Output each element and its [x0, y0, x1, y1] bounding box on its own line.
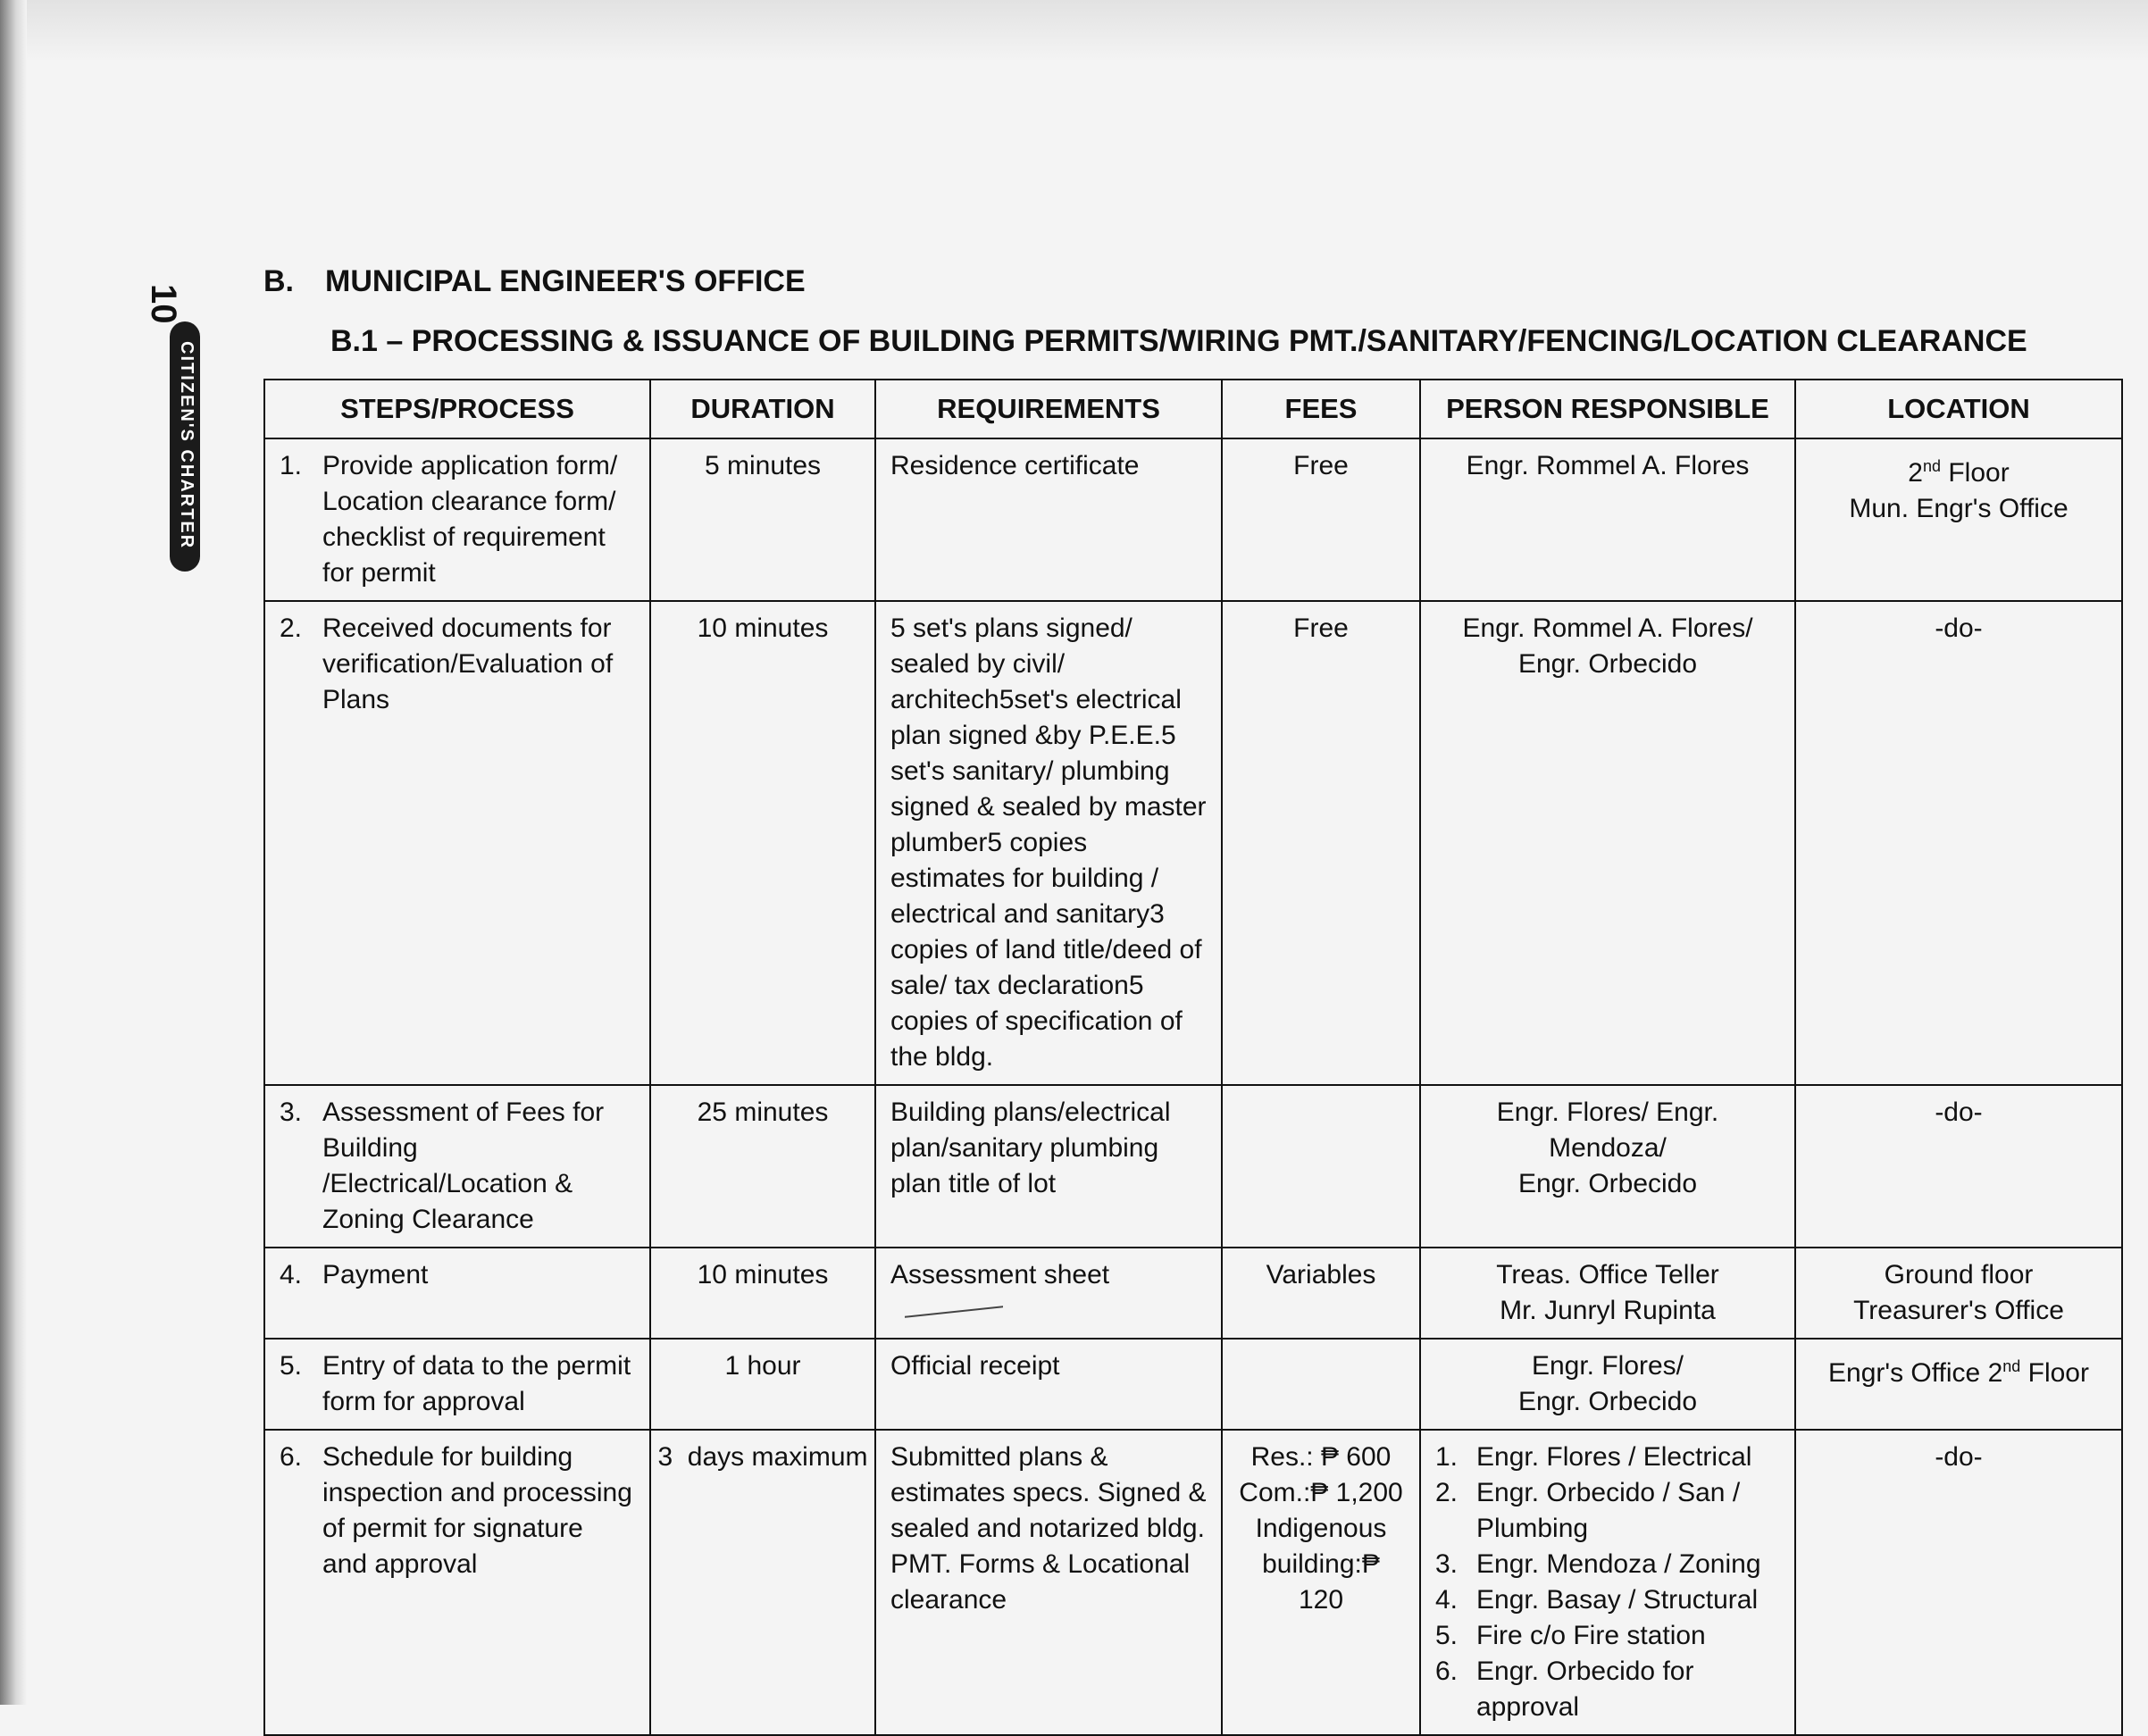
- fees-cell: [1222, 1248, 1420, 1339]
- table-row: [264, 438, 2122, 601]
- requirements-cell: Official receipt: [875, 1339, 1222, 1430]
- person-line: Mr. Junryl Rupinta: [1500, 1296, 1716, 1325]
- step-text: Received documents for verification/Evaluation of Plans: [322, 613, 614, 714]
- person-line: Engr. Rommel A. Flores: [1466, 451, 1750, 480]
- duration-cell: 25 minutes: [650, 1085, 875, 1248]
- location-cell: [1795, 438, 2122, 601]
- location-cell: [1795, 1248, 2122, 1339]
- header-person: PERSON RESPONSIBLE: [1420, 380, 1795, 438]
- person-line: Engr. Orbecido: [1517, 1387, 1698, 1416]
- step-cell: [264, 601, 650, 1085]
- header-location: LOCATION: [1795, 380, 2122, 438]
- page-binding-shadow: [0, 0, 27, 1705]
- step-number: 3.: [280, 1098, 303, 1127]
- step-cell: [264, 1248, 650, 1339]
- table-row: [264, 1085, 2122, 1248]
- step-text: Schedule for building inspection and processing of permit for signature and approval: [322, 1442, 632, 1579]
- person-cell: [1420, 438, 1795, 601]
- person-cell: [1420, 1430, 1795, 1735]
- requirements-cell: Building plans/electrical plan/sanitary plumbing plan title of lot: [875, 1085, 1222, 1248]
- requirement-text: Assessment sheet: [890, 1260, 1110, 1289]
- header-duration: DURATION: [650, 380, 875, 438]
- step-number: 6.: [280, 1442, 303, 1472]
- fee-line: Com.:₱ 1,200: [1239, 1478, 1403, 1507]
- fees-cell: [1222, 438, 1420, 601]
- step-number: 5.: [280, 1351, 303, 1381]
- location-cell: [1795, 1339, 2122, 1430]
- person-line: Treas. Office Teller: [1496, 1260, 1719, 1289]
- fees-cell: [1222, 1085, 1420, 1248]
- list-item: 4. Engr. Basay / Structural: [1435, 1585, 1759, 1615]
- step-number: 4.: [280, 1260, 303, 1289]
- fees-cell: [1222, 601, 1420, 1085]
- table-row: [264, 601, 2122, 1085]
- header-requirements: REQUIREMENTS: [875, 380, 1222, 438]
- requirements-cell: Submitted plans & estimates specs. Signed & sealed and notarized bldg. PMT. Forms & Locational clearance: [875, 1430, 1222, 1735]
- fee-line: building:₱ 120: [1262, 1549, 1380, 1615]
- list-item: 2. Engr. Orbecido / San / Plumbing: [1435, 1478, 1741, 1543]
- step-number: 2.: [280, 613, 303, 643]
- list-item: 6. Engr. Orbecido for approval: [1435, 1657, 1694, 1722]
- step-text: Assessment of Fees for Building /Electrical/Location & Zoning Clearance: [322, 1098, 605, 1234]
- location-line: -do-: [1935, 613, 1983, 643]
- fees-cell: [1222, 1339, 1420, 1430]
- location-line: -do-: [1935, 1098, 1983, 1127]
- header-fees: FEES: [1222, 380, 1420, 438]
- duration-cell: 5 minutes: [650, 438, 875, 601]
- person-cell: [1420, 1085, 1795, 1248]
- location-line: Ground floor: [1884, 1260, 2034, 1289]
- fee-line: Variables: [1266, 1260, 1376, 1289]
- person-cell: [1420, 1248, 1795, 1339]
- step-text: Provide application form/ Location clearance form/ checklist of requirement for permit: [322, 451, 618, 588]
- step-cell: [264, 438, 650, 601]
- fee-line: Free: [1293, 451, 1349, 480]
- location-line: Engr's Office 2nd Floor: [1828, 1357, 2089, 1388]
- location-cell: [1795, 1430, 2122, 1735]
- page-number: 10: [144, 284, 183, 324]
- step-text: Entry of data to the permit form for approval: [322, 1351, 631, 1416]
- person-line: Engr. Rommel A. Flores/: [1462, 613, 1753, 643]
- fee-line: Free: [1293, 613, 1349, 643]
- section-heading: [263, 264, 806, 299]
- location-cell: [1795, 1085, 2122, 1248]
- location-cell: [1795, 601, 2122, 1085]
- step-text: Payment: [322, 1260, 429, 1289]
- person-cell: [1420, 1339, 1795, 1430]
- table-header-row: [264, 380, 2122, 438]
- location-line: Treasurer's Office: [1853, 1296, 2064, 1325]
- fees-cell: [1222, 1430, 1420, 1735]
- step-cell: [264, 1430, 650, 1735]
- section-title: MUNICIPAL ENGINEER'S OFFICE: [325, 264, 806, 298]
- list-item: 1. Engr. Flores / Electrical: [1435, 1442, 1752, 1472]
- duration-cell: 10 minutes: [650, 1248, 875, 1339]
- requirements-cell: [875, 1248, 1222, 1339]
- requirements-cell: 5 set's plans signed/ sealed by civil/ architech5set's electrical plan signed &by P.E.E.5 set's sanitary/ plumbing signed & sealed by master plumber5 copies estimates for building / electrical and sanitary3 copies of land title/deed of sale/ tax declaration5 copies of specification of the bldg.: [875, 601, 1222, 1085]
- person-line: Engr. Orbecido: [1517, 649, 1698, 679]
- person-line: Engr. Flores/ Engr. Mendoza/: [1496, 1098, 1719, 1163]
- duration-cell: 10 minutes: [650, 601, 875, 1085]
- step-cell: [264, 1085, 650, 1248]
- location-line: Mun. Engr's Office: [1849, 494, 2069, 523]
- step-number: 1.: [280, 451, 303, 480]
- location-line: -do-: [1935, 1442, 1983, 1472]
- section-letter: B.: [263, 264, 294, 298]
- list-item: 5. Fire c/o Fire station: [1435, 1621, 1706, 1650]
- sub-heading: B.1 – PROCESSING & ISSUANCE OF BUILDING PERMITS/WIRING PMT./SANITARY/FENCING/LOCATION CLEARANCE: [330, 324, 2027, 358]
- person-line: Engr. Orbecido: [1517, 1169, 1698, 1198]
- list-item: 3. Engr. Mendoza / Zoning: [1435, 1549, 1761, 1579]
- page-top-edge: [27, 0, 2148, 63]
- side-banner: [170, 321, 200, 572]
- signature-mark: [905, 1301, 1003, 1323]
- citizens-charter-table: [263, 379, 2123, 1736]
- person-line: Engr. Flores/: [1531, 1351, 1684, 1381]
- fee-line: Res.: ₱ 600: [1250, 1442, 1392, 1472]
- person-cell: [1420, 601, 1795, 1085]
- table-row: [264, 1339, 2122, 1430]
- side-banner-label: CITIZEN'S CHARTER: [177, 341, 196, 550]
- duration-cell: 3 days maximum: [650, 1430, 875, 1735]
- table-row: [264, 1430, 2122, 1735]
- step-cell: [264, 1339, 650, 1430]
- table-row: [264, 1248, 2122, 1339]
- header-steps: STEPS/PROCESS: [264, 380, 650, 438]
- fee-line: Indigenous: [1255, 1514, 1387, 1543]
- requirements-cell: Residence certificate: [875, 438, 1222, 601]
- duration-cell: 1 hour: [650, 1339, 875, 1430]
- location-line: 2nd Floor: [1908, 457, 2010, 488]
- person-list: [1435, 1440, 1780, 1725]
